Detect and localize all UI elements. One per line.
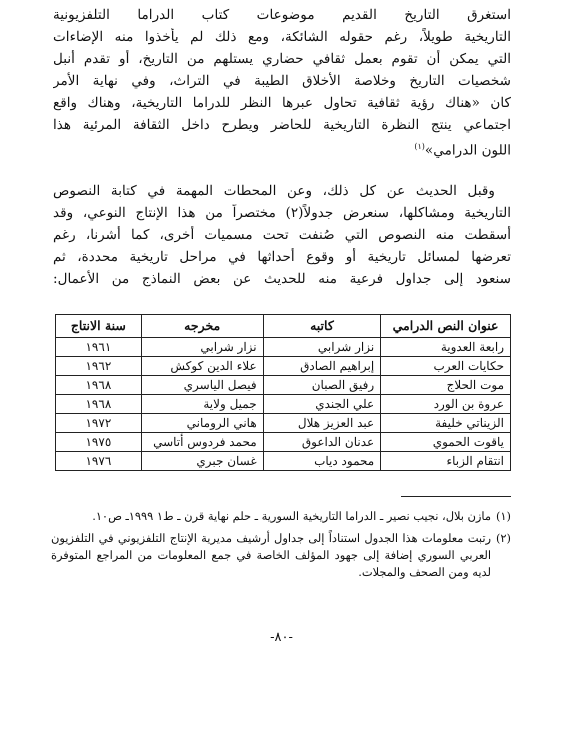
footnote-2 (51, 530, 511, 581)
paragraph-1-line-1: استغرق التاريخ القديم موضوعات كتاب الدراما التلفزيونية (53, 7, 511, 23)
paragraph-1-line-7-text: اللون الدرامي» (424, 142, 511, 158)
cell-director: فيصل الياسري (141, 376, 263, 395)
cell-year: ١٩٧٢ (56, 414, 142, 433)
paragraph-1-line-7 (53, 138, 511, 158)
cell-title: رابعة العدوية (381, 338, 511, 357)
header-year: سنة الانتاج (56, 315, 142, 338)
cell-title: ياقوت الحموي (381, 433, 511, 452)
paragraph-1-line-3: التي يمكن أن تقوم بعمل ثقافي حضاري يستلهم من التاريخ، أو تقدم أنبل (53, 51, 511, 67)
paragraph-1-line-2: التاريخية طويلاً، رغم حقوله الشائكة، ومع ذلك لم يأخذوا منه الإضاءات (53, 29, 511, 45)
works-table (55, 314, 511, 471)
footnote-2-number: (٢) (495, 531, 511, 545)
cell-writer: عدنان الداعوق (263, 433, 381, 452)
cell-director: محمد فردوس أتاسي (141, 433, 263, 452)
paragraph-2-line-1: وقبل الحديث عن كل ذلك، وعن المحطات المهمة في كتابة النصوص (53, 183, 495, 199)
footnote-1 (51, 508, 511, 525)
table-row (56, 395, 511, 414)
cell-director: علاء الدين كوكش (141, 357, 263, 376)
cell-writer: محمود دياب (263, 452, 381, 471)
paragraph-2-line-5: سنعود إلى جداول فرعية منه للحديث عن بعض النماذج من الأعمال: (53, 271, 511, 287)
footnote-2-text: رتبت معلومات هذا الجدول استناداً إلى جداول أرشيف مديرية الإنتاج التلفزيوني في التلفزيون العربي السوري إضافة إلى جهود المؤلف الخاصة في جمع المعلومات من المراجع المتوفرة لديه ومن الصحف والمجلات. (51, 531, 491, 579)
cell-director: نزار شرابي (141, 338, 263, 357)
table-row (56, 376, 511, 395)
cell-year: ١٩٦١ (56, 338, 142, 357)
cell-writer: رفيق الصبان (263, 376, 381, 395)
header-writer: كاتبه (263, 315, 381, 338)
header-title: عنوان النص الدرامي (381, 315, 511, 338)
cell-title: حكايات العرب (381, 357, 511, 376)
paragraph-2-line-2: التاريخية ومشاكلها، سنعرض جدولاً(٢) مختصراً من هذا الإنتاج النوعي، وقد (53, 205, 511, 221)
cell-writer: نزار شرابي (263, 338, 381, 357)
paragraph-1-line-4: شخصيات التاريخ وخلاصة الأخلاق الطيبة في التراث، وفي نهاية الأمر (53, 73, 511, 89)
cell-director: غسان جبري (141, 452, 263, 471)
header-director: مخرجه (141, 315, 263, 338)
cell-director: هاني الروماني (141, 414, 263, 433)
cell-year: ١٩٧٥ (56, 433, 142, 452)
cell-title: موت الحلاج (381, 376, 511, 395)
cell-year: ١٩٦٨ (56, 395, 142, 414)
cell-year: ١٩٧٦ (56, 452, 142, 471)
paragraph-2-line-4: تعرضها لمسائل تاريخية أو وقوع أحداثها في مراحل تاريخية محددة، ثم (53, 249, 511, 265)
cell-title: عروة بن الورد (381, 395, 511, 414)
table-row (56, 452, 511, 471)
cell-writer: إبراهيم الصادق (263, 357, 381, 376)
table-row (56, 433, 511, 452)
cell-writer: عبد العزيز هلال (263, 414, 381, 433)
paragraph-1-line-6: اجتماعي ينتج النظرة التاريخية للحاضر ويطرح داخل الثقافة المرئية هذا (53, 117, 511, 133)
cell-year: ١٩٦٨ (56, 376, 142, 395)
cell-title: الزيناتي خليفة (381, 414, 511, 433)
footnote-1-number: (١) (495, 509, 511, 523)
table-row (56, 338, 511, 357)
paragraph-1-line-5: كان «هناك رؤية ثقافية تحاول عبرها النظر للدراما التاريخية، وهناك واقع (53, 95, 511, 111)
table-row (56, 414, 511, 433)
cell-writer: علي الجندي (263, 395, 381, 414)
table-row (56, 357, 511, 376)
page-number: -٨٠- (270, 630, 293, 645)
footnote-divider (401, 496, 511, 497)
footnote-ref-1: (١) (414, 142, 425, 151)
paragraph-2-line-3: أسقطت منه النصوص التي صُنفت تحت مسميات أخرى، كما أشرنا، رغم (53, 227, 511, 243)
cell-director: جميل ولاية (141, 395, 263, 414)
cell-title: انتقام الزباء (381, 452, 511, 471)
table-header-row (56, 315, 511, 338)
footnotes (51, 508, 511, 586)
cell-year: ١٩٦٢ (56, 357, 142, 376)
footnote-1-text: مازن بلال، نجيب نصير ـ الدراما التاريخية السورية ـ حلم نهاية قرن ـ ط١ ١٩٩٩ـ ص١٠. (92, 509, 491, 523)
